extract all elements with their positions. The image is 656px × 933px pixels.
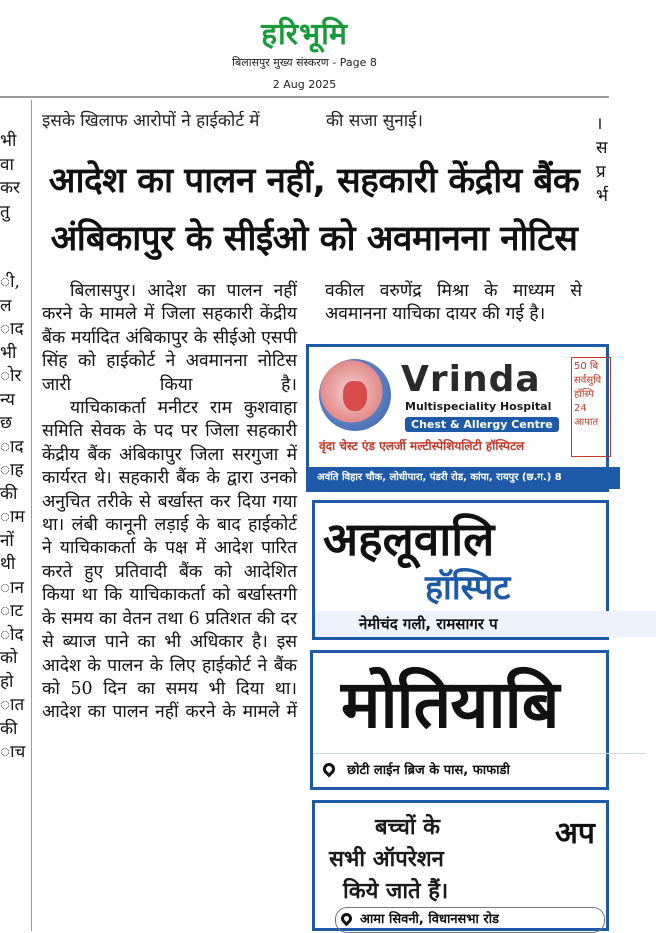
cutoff-text-top-left: इसके खिलाफ आरोपों ने हाईकोर्ट में bbox=[42, 111, 260, 131]
cutoff-right-column bbox=[596, 112, 609, 208]
cutoff-fragment: ान bbox=[0, 577, 24, 598]
ad-hospital-name: Vrinda bbox=[401, 359, 541, 400]
cutoff-fragment: ल bbox=[0, 295, 12, 316]
article-headline bbox=[38, 152, 590, 268]
cutoff-fragment: ाट bbox=[0, 601, 24, 621]
article-column-2 bbox=[325, 280, 582, 327]
article-paragraph: बिलासपुर। आदेश का पालन नहीं करने के मामले में जिला सहकारी केंद्रीय बैंक मर्यादित अंबिकापुर के सीईओ एसपी सिंह को हाईकोर्ट ने अवमानना नोटिस जारी किया है। bbox=[42, 281, 297, 395]
ad-title: मोतियाबि bbox=[341, 665, 559, 743]
cutoff-fragment: को bbox=[0, 648, 18, 668]
lungs-logo-icon bbox=[319, 359, 391, 431]
ad-hospital-hindi-name: वृंदा चेस्ट एंड एलर्जी मल्टीस्पेशियलिटी हॉस्पिटल bbox=[319, 439, 525, 453]
ad-vrinda-hospital bbox=[306, 344, 609, 492]
cutoff-fragment: भी bbox=[0, 342, 17, 363]
cutoff-fragment: ात bbox=[0, 695, 25, 715]
ad-title: अहलूवालि bbox=[323, 512, 495, 566]
cutoff-fragment: प्र bbox=[596, 162, 606, 182]
cutoff-fragment: ाम bbox=[0, 507, 25, 527]
column-divider bbox=[31, 100, 32, 931]
edition-page-label: बिलासपुर मुख्य संस्करण - Page 8 bbox=[232, 56, 377, 69]
masthead-divider bbox=[0, 96, 609, 98]
ad-side-text: अप bbox=[555, 816, 595, 851]
cutoff-fragment: की bbox=[0, 483, 18, 504]
cutoff-fragment: ाह bbox=[0, 460, 24, 480]
ad-line-2: सभी ऑपरेशन bbox=[329, 846, 444, 872]
cutoff-fragment: ाच bbox=[0, 742, 26, 762]
cutoff-text-top-right: की सजा सुनाई। bbox=[326, 111, 423, 131]
ad-subtitle: हॉस्पिट bbox=[425, 568, 511, 608]
cutoff-fragment: भी bbox=[0, 131, 17, 151]
ad-address: अवंति विहार चौक, लोधीपारा, पंडरी रोड, कांपा, रायपुर (छ.ग.) 8 bbox=[309, 467, 620, 489]
masthead bbox=[0, 0, 609, 96]
cutoff-fragment: । bbox=[596, 114, 603, 134]
cutoff-fragment: ी, bbox=[0, 272, 20, 292]
ad-hospital-speciality: Chest & Allergy Centre bbox=[405, 417, 559, 432]
newspaper-logo: हरिभूमि bbox=[261, 17, 348, 52]
cutoff-fragment: तु bbox=[0, 201, 10, 222]
cutoff-fragment: थी bbox=[0, 554, 16, 574]
headline-line-1: आदेश का पालन नहीं, सहकारी केंद्रीय बैंक bbox=[48, 161, 580, 201]
cutoff-fragment: छ bbox=[0, 413, 12, 433]
ad-line-1: बच्चों के bbox=[375, 814, 441, 840]
cutoff-fragment: कर bbox=[0, 178, 21, 198]
headline-line-2: अंबिकापुर के सीईओ को अवमानना नोटिस bbox=[50, 219, 578, 259]
cutoff-fragment bbox=[0, 248, 16, 272]
article-column-1 bbox=[42, 280, 297, 725]
ad-line-3: किये जाते हैं। bbox=[343, 878, 449, 904]
ad-eye-hospital bbox=[310, 650, 609, 790]
cutoff-fragment: नों bbox=[0, 530, 14, 551]
cutoff-fragment: न्य bbox=[0, 389, 15, 410]
cutoff-fragment: हो bbox=[0, 671, 14, 692]
cutoff-fragment: ाद bbox=[0, 436, 24, 457]
ad-children-surgery bbox=[312, 800, 609, 931]
ad-address: छोटी लाईन ब्रिज के पास, फाफाडी bbox=[313, 753, 646, 788]
cutoff-fragment: र्भ bbox=[596, 186, 608, 206]
cutoff-fragment: ोर bbox=[0, 366, 22, 386]
cutoff-fragment: ाद bbox=[0, 319, 24, 339]
cutoff-fragment: स bbox=[596, 138, 608, 158]
cutoff-left-column bbox=[0, 130, 26, 765]
ad-side-note: 50 बि सर्वसुवि हॉस्पि 24 आपात bbox=[571, 357, 611, 457]
cutoff-fragment: वा bbox=[0, 154, 14, 175]
cutoff-fragment: ोद bbox=[0, 624, 24, 645]
ad-hospital-type: Multispeciality Hospital bbox=[405, 400, 552, 413]
cutoff-fragment bbox=[0, 224, 16, 248]
issue-date: 2 Aug 2025 bbox=[272, 78, 337, 91]
article-paragraph: याचिकाकर्ता मनीटर राम कुशवाहा समिति सेवक के पद पर जिला सहकारी केंद्रीय बैंक अंबिकापुर जिला सरगुजा में कार्यरत थे। सहकारी बैंक के द्वारा उनको अनुचित तरीके से बर्खास्त कर दिया गया था। लंबी कानूनी लड़ाई के बाद हाईकोर्ट ने याचिकाकर्ता के पक्ष में आदेश पारित करते हुए प्रतिवादी बैंक को आदेशित किया था कि याचिकाकर्ता को बर्खास्तगी के समय का वेतन तथा 6 प्रतिशत की दर से ब्याज पाने का भी अधिकार है। इस आदेश के पालन के लिए हाईकोर्ट ने बैंक को 50 दिन का समय भी दिया था। आदेश का पालन नहीं करने के मामले में bbox=[42, 398, 297, 723]
cutoff-fragment: की bbox=[0, 718, 18, 739]
article-paragraph: वकील वरुणेंद्र मिश्रा के माध्यम से अवमानना याचिका दायर की गई है। bbox=[325, 281, 582, 325]
ad-address: नेमीचंद गली, रामसागर प bbox=[315, 611, 656, 637]
ad-ahluwalia-hospital bbox=[312, 500, 609, 640]
ad-address: आमा सिवनी, विधानसभा रोड bbox=[335, 907, 605, 933]
